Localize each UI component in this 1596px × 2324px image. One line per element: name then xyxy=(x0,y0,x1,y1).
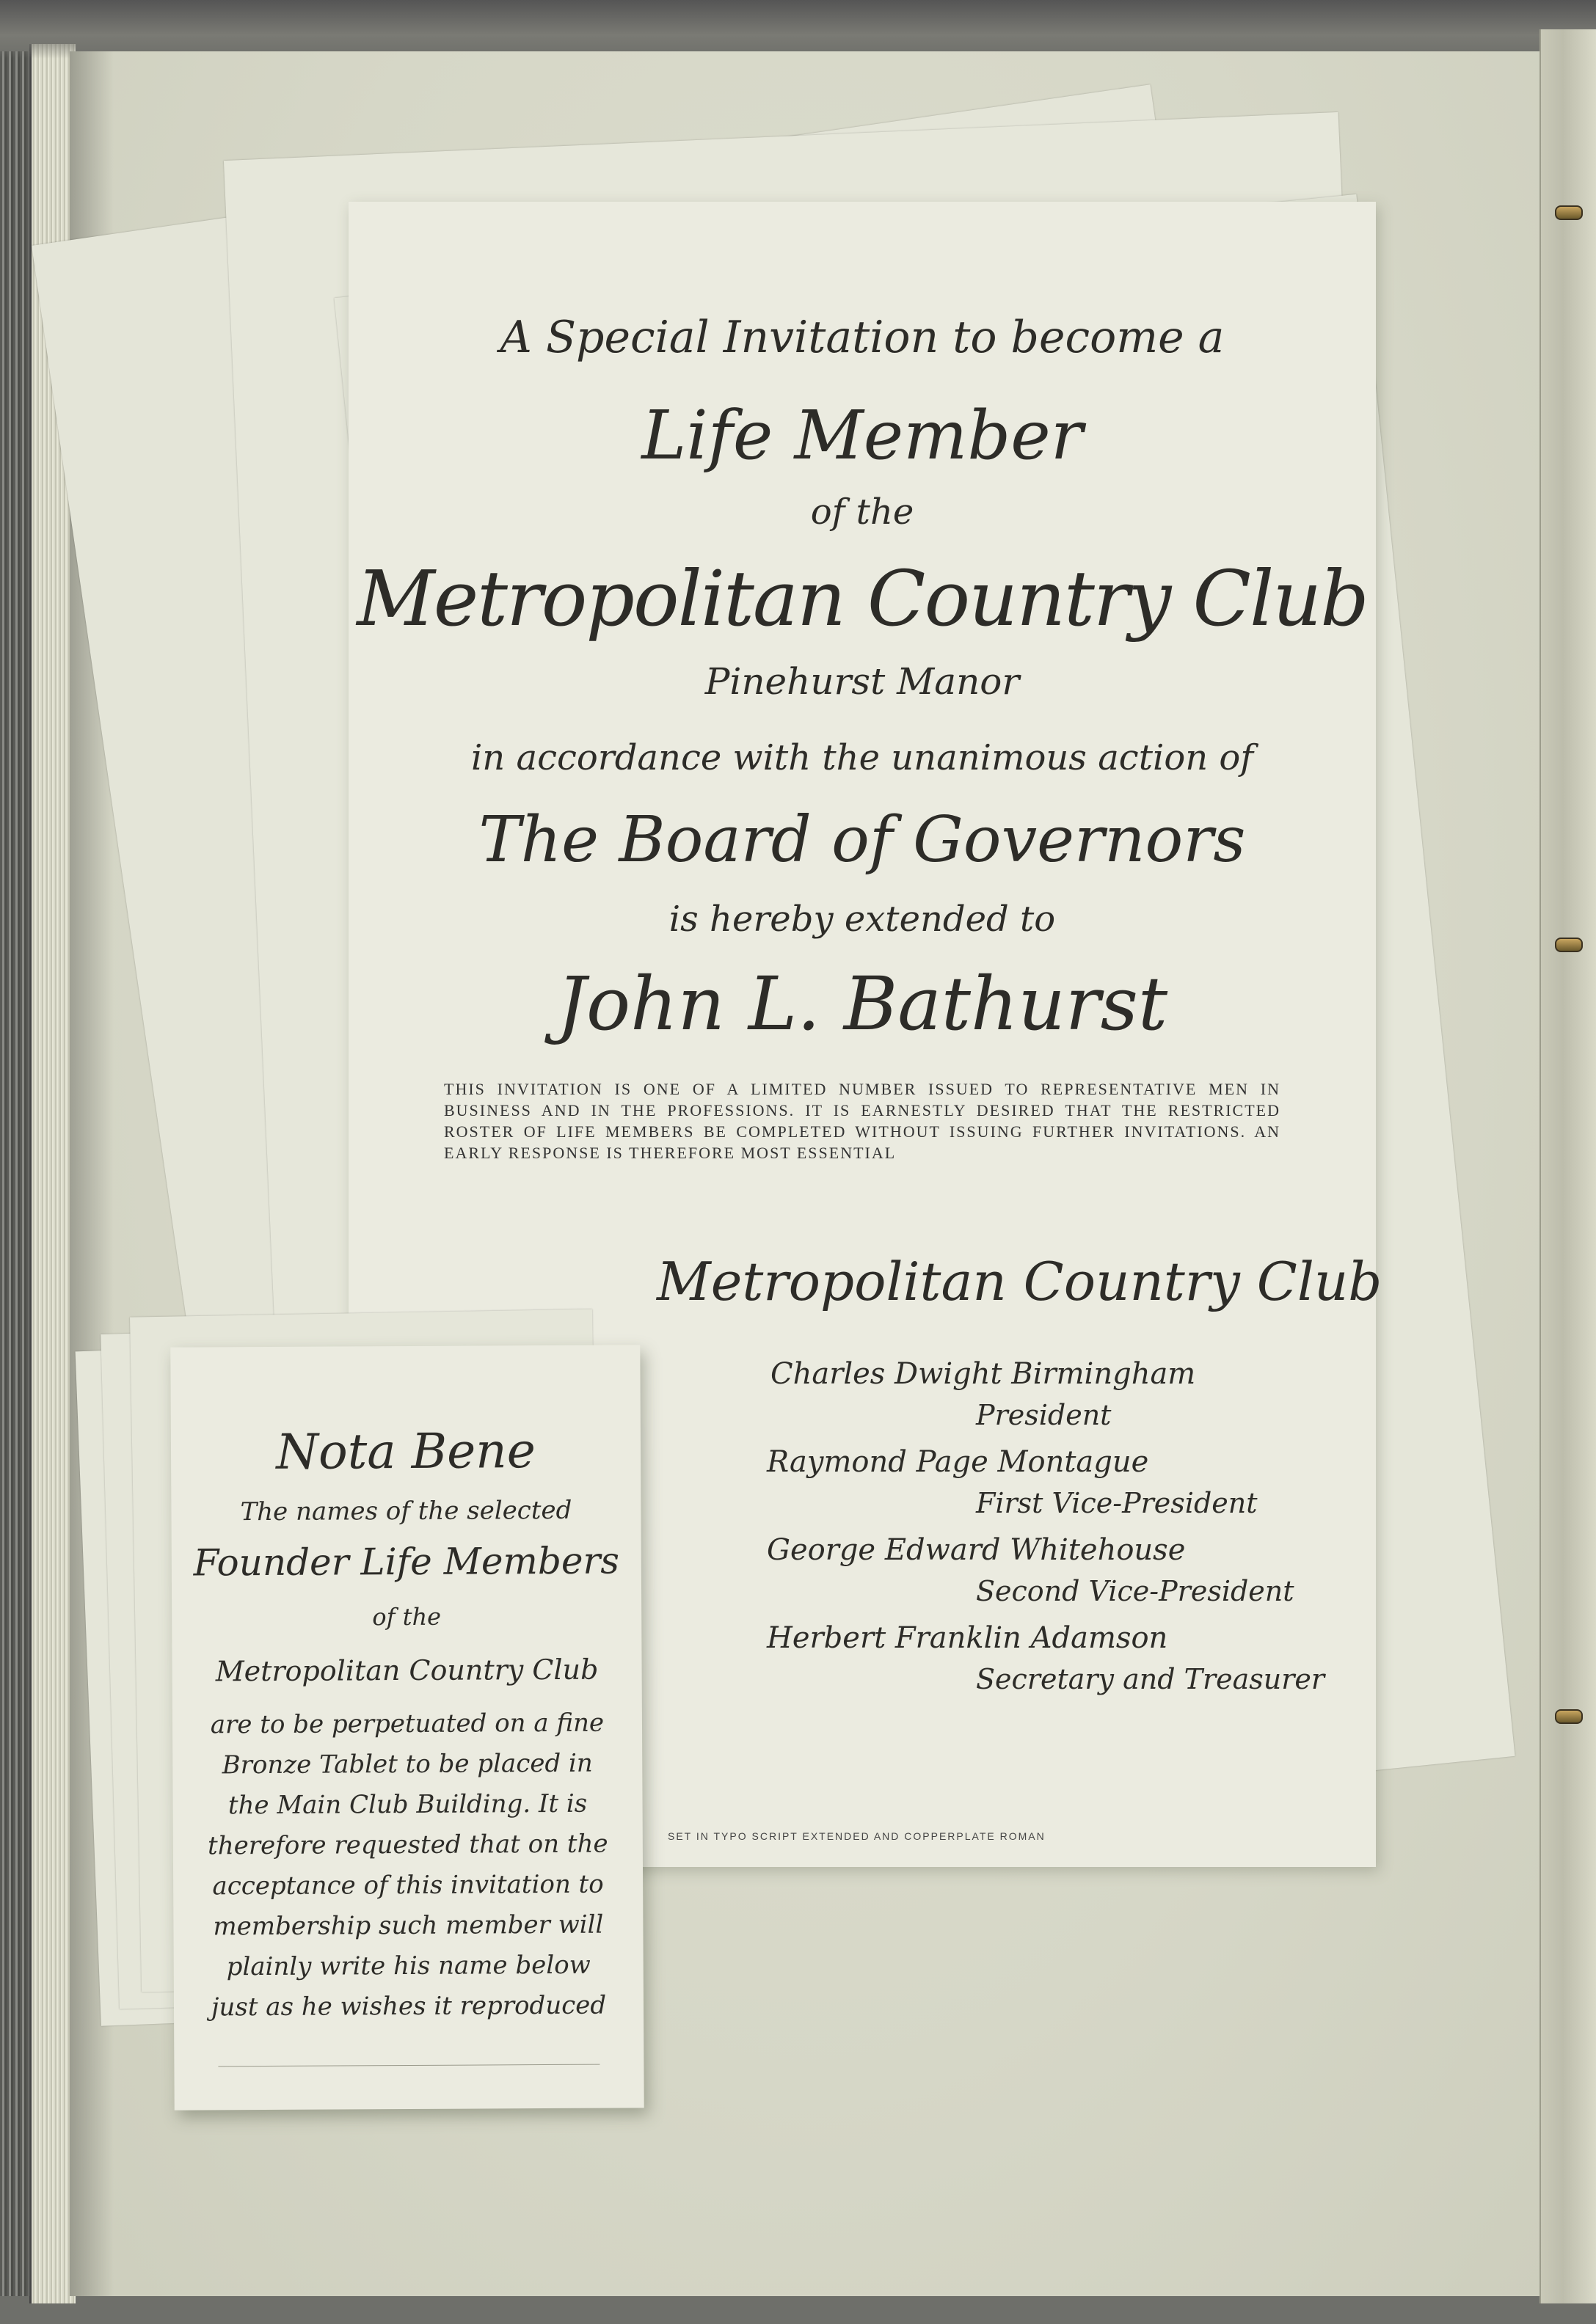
signature-line xyxy=(218,2064,600,2067)
nota-bene-card xyxy=(170,1345,644,2110)
card-body-line: therefore requested that on the xyxy=(208,1829,608,1861)
typeset-note: SET IN TYPO SCRIPT EXTENDED AND COPPERPLATE ROMAN xyxy=(668,1830,1046,1842)
invitation-notice: THIS INVITATION IS ONE OF A LIMITED NUMBER ISSUED TO REPRESENTATIVE MEN IN BUSINESS AND IN THE PROFESSIONS. IT IS EARNESTLY DESIRED THAT THE RESTRICTED ROSTER OF LIFE MEMBERS BE COMPLETED WITHOUT ISSUING FURTHER INVITATIONS. AN EARLY RESPONSE IS THEREFORE MOST ESSENTIAL xyxy=(444,1080,1280,1162)
book-binding-right xyxy=(1539,29,1596,2303)
book-top-edge xyxy=(0,0,1596,59)
officer-name: Raymond Page Montague xyxy=(767,1445,1149,1479)
recipient-name: John L. Bathurst xyxy=(556,961,1168,1047)
book-spine-edge xyxy=(0,51,29,2296)
card-body-line: the Main Club Building. It is xyxy=(227,1788,588,1821)
card-body-line: just as he wishes it reproduced xyxy=(211,1990,607,2022)
card-line: The names of the selected xyxy=(240,1495,572,1527)
officer-title: President xyxy=(976,1399,1112,1431)
extended-text: is hereby extended to xyxy=(668,899,1056,940)
of-the-text: of the xyxy=(810,492,914,533)
club-location: Pinehurst Manor xyxy=(704,660,1020,703)
life-member-title: Life Member xyxy=(641,396,1083,475)
card-body-line: plainly write his name below xyxy=(226,1950,591,1982)
binding-ring-icon xyxy=(1555,938,1583,952)
card-heading: Nota Bene xyxy=(276,1422,536,1480)
officer-title: First Vice-President xyxy=(976,1487,1258,1519)
binding-ring-icon xyxy=(1555,205,1583,220)
officer-title: Secretary and Treasurer xyxy=(976,1663,1325,1695)
card-line: of the xyxy=(372,1602,442,1631)
invitation-intro: A Special Invitation to become a xyxy=(500,312,1225,363)
board-title: The Board of Governors xyxy=(478,803,1246,877)
officer-title: Second Vice-President xyxy=(976,1575,1294,1607)
card-body-line: Bronze Tablet to be placed in xyxy=(222,1748,593,1780)
card-body-line: acceptance of this invitation to xyxy=(212,1869,604,1901)
officer-name: Herbert Franklin Adamson xyxy=(767,1621,1168,1655)
officer-name: Charles Dwight Birmingham xyxy=(770,1357,1196,1391)
card-body-line: membership such member will xyxy=(213,1910,604,1942)
binding-ring-icon xyxy=(1555,1709,1583,1724)
card-body-line: are to be perpetuated on a fine xyxy=(210,1708,605,1740)
card-club-name: Metropolitan Country Club xyxy=(215,1653,599,1688)
signature-club-name: Metropolitan Country Club xyxy=(657,1251,1382,1312)
action-text: in accordance with the unanimous action of xyxy=(470,737,1254,778)
club-name-title: Metropolitan Country Club xyxy=(357,554,1368,643)
officer-name: George Edward Whitehouse xyxy=(767,1533,1186,1567)
card-founder-title: Founder Life Members xyxy=(193,1539,620,1585)
